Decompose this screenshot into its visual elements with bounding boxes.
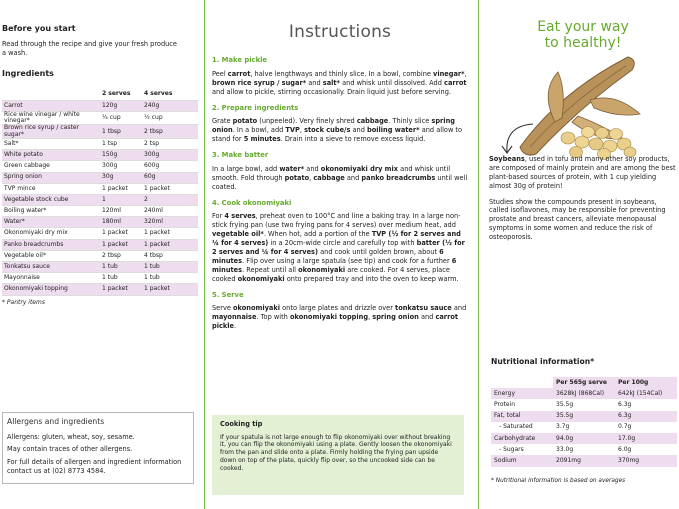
table-row xyxy=(2,183,198,194)
ingredient-name: Okonomiyaki dry mix xyxy=(4,229,68,237)
ingredient-amount: 1 tub xyxy=(102,274,118,282)
soy-term: Soybeans xyxy=(489,155,525,163)
instruction-steps xyxy=(212,56,468,331)
ingredient-name: White potato xyxy=(2,150,100,161)
ingredients-table xyxy=(2,89,198,296)
table-row xyxy=(491,444,677,455)
table-row xyxy=(2,172,198,183)
ingredient-name: Vegetable oil* xyxy=(4,251,46,259)
ingredient-amount: 1 tbsp xyxy=(100,125,142,139)
healthy-title-line2: to healthy! xyxy=(544,35,622,52)
nutrient-value: 94.0g xyxy=(553,433,615,444)
ingredient-amount: 4 tbsp xyxy=(144,251,163,259)
nutrient-value: 17.0g xyxy=(615,433,677,444)
ingredient-amount: 320ml xyxy=(142,217,198,228)
table-row xyxy=(2,284,198,295)
ingredients-header-cell: 4 serves xyxy=(142,89,198,100)
table-row xyxy=(2,111,198,125)
ingredient-amount: 240ml xyxy=(144,207,163,215)
traces-line: May contain traces of other allergens. xyxy=(7,445,133,454)
table-row xyxy=(2,217,198,228)
column-divider-right xyxy=(478,0,479,509)
ingredients-header-row xyxy=(2,89,198,100)
ingredient-amount: 1 packet xyxy=(102,229,128,237)
table-row xyxy=(2,262,198,273)
step-text: For 4 serves, preheat oven to 100°C and line a baking tray. In a large non-stick frying pan (use two frying pans for 4 serves) over medium heat, add vegetable oil*. When hot, add a portion of the TVP (½ for 2 serves and ¼ for 4 serves) in a 20cm-wide circle and carefully top with batter (½ for 2 serves and ¼ for 4 serves) and cook until golden brown, about 6 minutes. Flip over using a large spatula (see tip) and cook for a further 6 minutes. Repeat until all okonomiyaki are cooked. For 4 serves, place cooked okonomiyaki onto prepared tray and into the oven to keep warm. xyxy=(212,212,465,283)
soy-paragraph-2: Studies show the compounds present in soybeans, called isoflavones, may be responsible for preventing prostate and breast cancers, alleviate menopausal symptoms in some women and reduce the risk of osteoporosis. xyxy=(489,197,666,242)
ingredient-amount: 1 packet xyxy=(100,239,142,250)
nutrient-name: Protein xyxy=(494,401,516,409)
ingredient-amount: 1 tsp xyxy=(102,139,118,147)
nutrient-value: 6.3g xyxy=(618,401,632,409)
ingredient-amount: 1 tub xyxy=(100,262,142,273)
ingredient-name: Panko breadcrumbs xyxy=(2,239,100,250)
nutrient-name: Carbohydrate xyxy=(491,433,553,444)
ingredient-name: Boiling water* xyxy=(4,207,47,215)
table-row xyxy=(2,206,198,217)
health-column xyxy=(489,0,677,51)
column-divider-left xyxy=(204,0,205,509)
table-row xyxy=(2,150,198,161)
ingredient-amount: 240g xyxy=(142,100,198,111)
nutrition-header-cell: Per 100g xyxy=(615,377,677,388)
nutrient-value: 33.0g xyxy=(556,445,574,453)
nutrient-value: 6.0g xyxy=(618,445,632,453)
step-title: 2. Prepare ingredients xyxy=(212,103,299,112)
ingredient-amount: 180ml xyxy=(100,217,142,228)
table-row xyxy=(491,422,677,433)
contact-line: For full details of allergen and ingredient information contact us at (02) 8773 4584. xyxy=(7,457,182,475)
nutrient-name: Energy xyxy=(491,388,553,399)
ingredient-name: Tonkatsu sauce xyxy=(2,262,100,273)
cooking-tip-title: Cooking tip xyxy=(220,420,263,428)
allergen-title: Allergens and ingredients xyxy=(7,417,105,426)
table-row xyxy=(491,455,677,466)
soy-text-1: , used in tofu and many other soy products, are composed of mainly protein and are among the best plant-based sources of protein, with 1 cup yielding almost 30g of protein! xyxy=(489,155,676,190)
nutrient-name: - Sugars xyxy=(499,445,524,453)
table-row xyxy=(2,194,198,205)
nutrient-value: 370mg xyxy=(615,455,677,466)
step-text: Serve okonomiyaki onto large plates and drizzle over tonkatsu sauce and mayonnaise. Top with okonomiyaki topping, spring onion and carrot pickle. xyxy=(212,304,467,331)
ingredient-amount: ¼ cup xyxy=(102,113,121,121)
ingredient-name: Green cabbage xyxy=(4,162,50,170)
ingredient-name: Carrot xyxy=(2,100,100,111)
ingredient-amount: 120ml xyxy=(102,207,121,215)
ingredient-name: Brown rice syrup / caster sugar* xyxy=(2,125,100,139)
nutrient-value: 35.5g xyxy=(556,401,574,409)
curved-arrow-icon xyxy=(497,118,537,158)
nutrient-value: 35.5g xyxy=(553,411,615,422)
nutrition-header-cell: Per 565g serve xyxy=(553,377,615,388)
ingredient-amount: 1 xyxy=(100,194,142,205)
nutrient-value: 3628kJ (868Cal) xyxy=(553,388,615,399)
instructions-column xyxy=(212,0,468,331)
allergen-box xyxy=(2,412,194,484)
nutrient-value: 6.3g xyxy=(615,411,677,422)
ingredient-name: Spring onion xyxy=(2,172,100,183)
table-row xyxy=(491,388,677,399)
ingredient-name: Water* xyxy=(2,217,100,228)
ingredient-amount: 120g xyxy=(100,100,142,111)
nutrient-value: 2091mg xyxy=(553,455,615,466)
ingredient-amount: 1 tub xyxy=(144,274,160,282)
step-text: Grate potato (unpeeled). Very finely shred cabbage. Thinly slice spring onion. In a bowl, add TVP, stock cube/s and boiling water* and allow to stand for 5 minutes. Drain into a sieve to remove excess liquid. xyxy=(212,117,463,144)
ingredient-amount: 1 packet xyxy=(102,184,128,192)
ingredient-name: TVP mince xyxy=(4,184,36,192)
table-row xyxy=(2,239,198,250)
ingredient-amount: 1 tub xyxy=(142,262,198,273)
ingredient-amount: 1 packet xyxy=(142,284,198,295)
nutrient-value: 642kJ (154Cal) xyxy=(615,388,677,399)
table-row xyxy=(2,125,198,139)
table-row xyxy=(2,273,198,284)
ingredient-name: Rice wine vinegar / white vinegar* xyxy=(4,110,80,125)
healthy-title-line1: Eat your way xyxy=(537,19,629,35)
ingredient-amount: 600g xyxy=(144,162,160,170)
step-title: 4. Cook okonomiyaki xyxy=(212,198,292,207)
ingredients-column xyxy=(2,0,198,306)
ingredients-header-cell xyxy=(2,89,100,100)
before-you-start-title: Before you start xyxy=(2,24,76,33)
ingredient-amount: 30g xyxy=(100,172,142,183)
ingredients-title: Ingredients xyxy=(2,68,54,78)
nutrient-value: 3.7g xyxy=(556,423,570,431)
nutrition-table xyxy=(491,377,677,467)
table-row xyxy=(2,138,198,149)
pantry-footnote: * Pantry items xyxy=(2,298,45,306)
step-text: Peel carrot, halve lengthways and thinly slice. In a bowl, combine vinegar*, brown rice syrup / sugar* and salt* and whisk until dissolved. Add carrot and allow to pickle, stirring occasionally. Drain liquid just before serving. xyxy=(212,69,467,96)
ingredient-amount: 300g xyxy=(142,150,198,161)
ingredient-amount: 1 packet xyxy=(144,184,170,192)
ingredient-amount: 2 xyxy=(142,194,198,205)
nutrient-name: Fat, total xyxy=(491,411,553,422)
table-row xyxy=(2,100,198,111)
table-row xyxy=(491,399,677,410)
ingredient-amount: 1 packet xyxy=(100,284,142,295)
allergen-line: Allergens: gluten, wheat, soy, sesame. xyxy=(7,432,135,441)
step-text: In a large bowl, add water* and okonomiyaki dry mix and whisk until smooth. Fold through potato, cabbage and panko breadcrumbs until well coated. xyxy=(212,164,468,191)
healthy-title xyxy=(489,19,677,51)
ingredient-name: Mayonnaise xyxy=(4,274,40,282)
soy-facts xyxy=(489,155,677,249)
nutrition-header-row xyxy=(491,377,677,388)
table-row xyxy=(2,228,198,239)
ingredient-name: Salt* xyxy=(4,139,19,147)
cooking-tip-text: If your spatula is not large enough to flip okonomiyaki over without breaking it, you can flip the okonomiyaki using a plate. Gently loosen the okonomiyaki from the pan and slide onto a plate. Firmly holding the frying pan upside down on top of the plate, quickly flip over, so the uncooked side can be cooked. xyxy=(220,433,452,472)
table-row xyxy=(2,250,198,261)
cooking-tip-box xyxy=(212,415,464,495)
ingredient-amount: 2 tsp xyxy=(144,139,160,147)
nutrition-header-cell xyxy=(491,377,553,388)
table-row xyxy=(2,161,198,172)
ingredient-amount: ½ cup xyxy=(144,113,163,121)
ingredient-amount: 60g xyxy=(142,172,198,183)
step-title: 1. Make pickle xyxy=(212,56,268,65)
ingredient-amount: 1 packet xyxy=(142,239,198,250)
nutrient-value: 0.7g xyxy=(618,423,632,431)
soy-paragraph-1 xyxy=(489,155,677,191)
ingredient-amount: 300g xyxy=(102,162,118,170)
step-title: 3. Make batter xyxy=(212,151,269,160)
nutrient-name: Sodium xyxy=(491,455,553,466)
nutrition-title: Nutritional information* xyxy=(491,357,595,366)
step-title: 5. Serve xyxy=(212,290,244,299)
ingredient-amount: 2 tbsp xyxy=(102,251,121,259)
table-row xyxy=(491,433,677,444)
instructions-title: Instructions xyxy=(288,22,392,42)
ingredient-amount: 150g xyxy=(100,150,142,161)
ingredient-amount: 1 packet xyxy=(144,229,170,237)
nutrition-footnote: * Nutritional information is based on averages xyxy=(491,478,626,484)
ingredient-amount: 2 tbsp xyxy=(142,125,198,139)
ingredient-name: Okonomiyaki topping xyxy=(2,284,100,295)
nutrient-name: - Saturated xyxy=(499,423,533,431)
table-row xyxy=(491,411,677,422)
ingredients-header-cell: 2 serves xyxy=(100,89,142,100)
ingredient-name: Vegetable stock cube xyxy=(2,194,100,205)
before-you-start-text: Read through the recipe and give your fresh produce a wash. xyxy=(2,40,177,57)
